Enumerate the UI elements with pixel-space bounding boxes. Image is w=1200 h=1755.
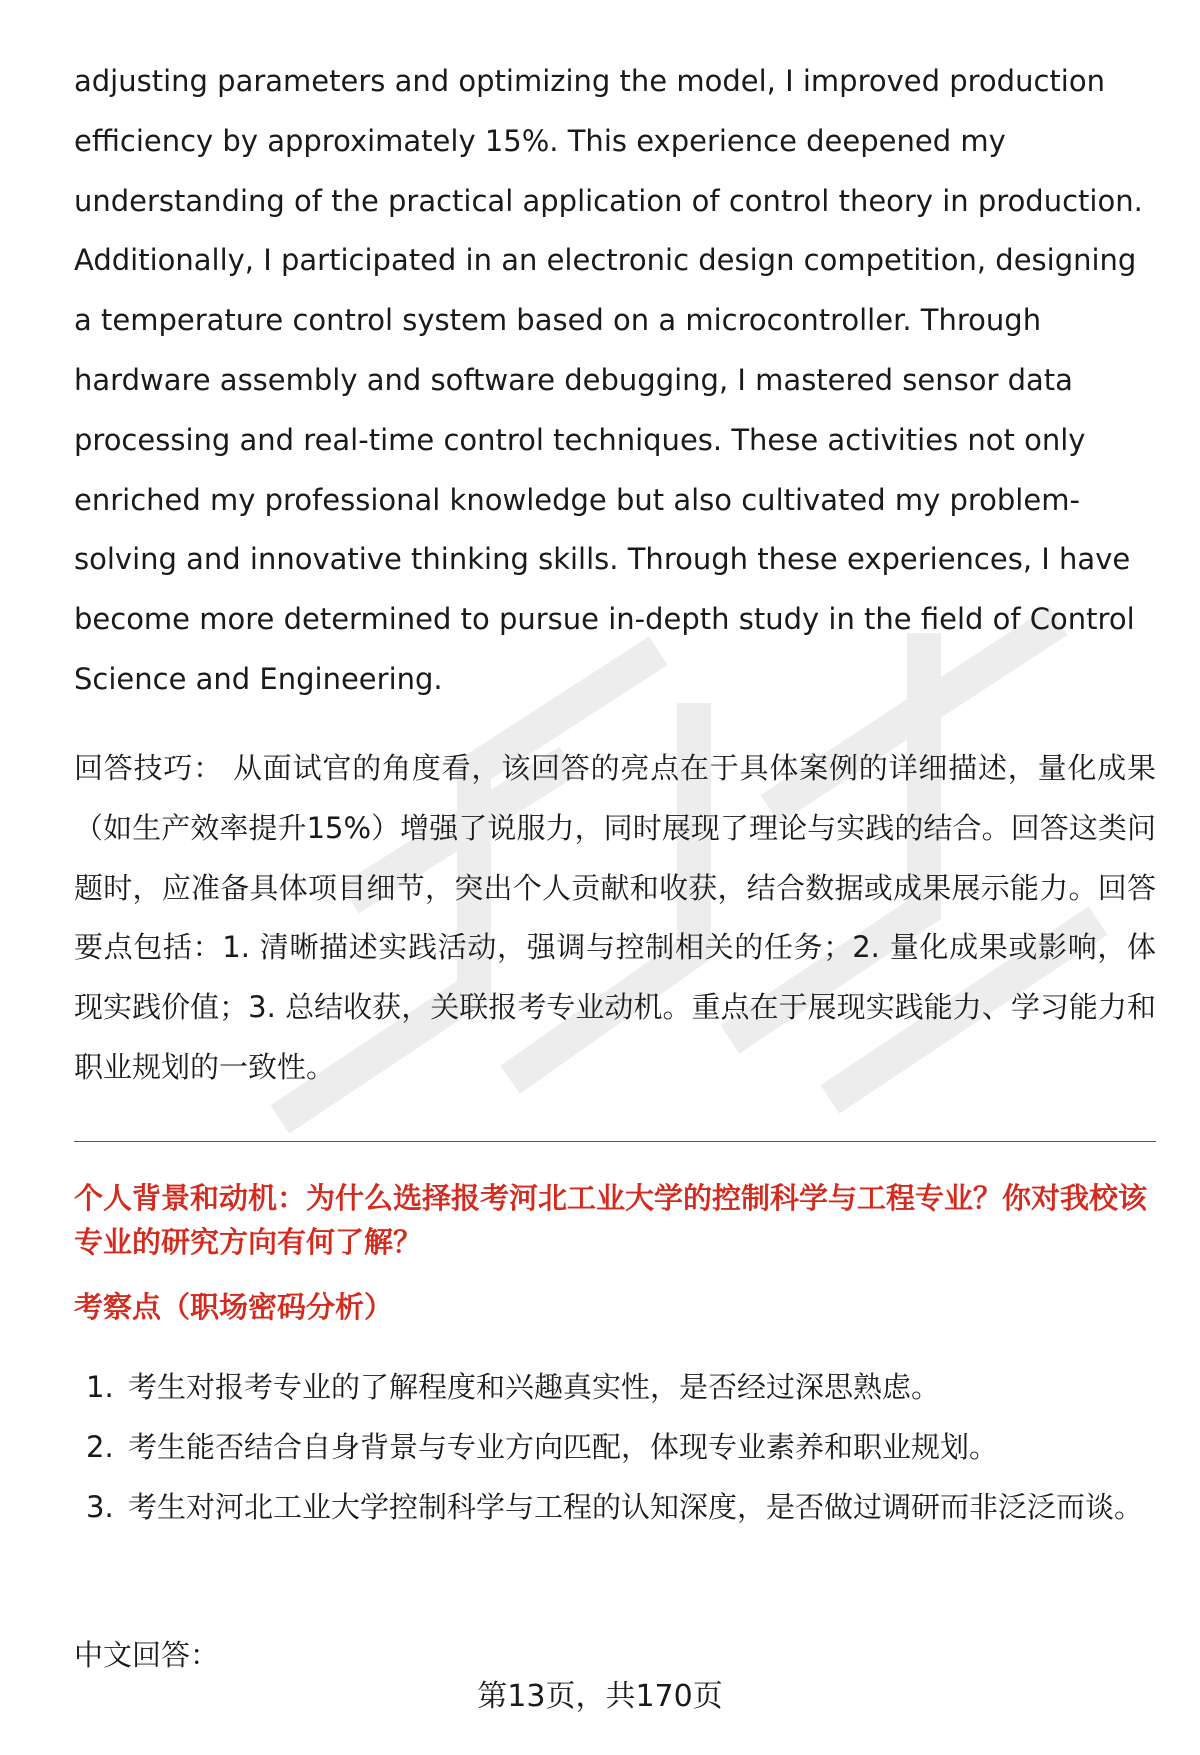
answer-paragraph-english: adjusting parameters and optimizing the model, I improved production efficiency by approximately 15%. This experience deepened my understanding of the practical application of control theory in production. Additionally, I participated in an electronic design competition, designing a temperature control system based on a microcontroller. Through hardware assembly and software debugging, I mastered sensor data processing and real-time control techniques. These activities not only enriched my professional knowledge but also cultivated my problem-solving and innovative thinking skills. Through these experiences, I have become more determined to pursue in-depth study in the field of Control Science and Engineering. <box>74 64 1143 696</box>
list-item <box>74 1418 1156 1478</box>
list-item-number: 1. <box>86 1370 114 1404</box>
answer-tip-paragraph: 回答技巧： 从面试官的角度看，该回答的亮点在于具体案例的详细描述，量化成果（如生产效率提升15%）增强了说服力，同时展现了理论与实践的结合。回答这类问题时，应准备具体项目细节，突出个人贡献和收获，结合数据或成果展示能力。回答要点包括：1. 清晰描述实践活动，强调与控制相关的任务；2. 量化成果或影响，体现实践价值；3. 总结收获，关联报考专业动机。重点在于展现实践能力、学习能力和职业规划的一致性。 <box>74 751 1156 1084</box>
list-item-text: 考生对报考专业的了解程度和兴趣真实性，是否经过深思熟虑。 <box>128 1370 941 1404</box>
list-item <box>74 1358 1156 1418</box>
document-page <box>74 0 1156 1755</box>
interview-question-heading: 个人背景和动机：为什么选择报考河北工业大学的控制科学与工程专业？你对我校该专业的研究方向有何了解？ <box>74 1181 1148 1259</box>
list-item-number: 2. <box>86 1429 114 1464</box>
list-item-text: 考生能否结合自身背景与专业方向匹配，体现专业素养和职业规划。 <box>128 1429 999 1464</box>
list-item <box>74 1478 1156 1538</box>
assessment-points-heading: 考察点（职场密码分析） <box>74 1290 394 1324</box>
section-divider <box>74 1141 1156 1142</box>
assessment-points-list <box>74 1358 1156 1537</box>
list-item-text: 考生对河北工业大学控制科学与工程的认知深度，是否做过调研而非泛泛而谈。 <box>128 1489 1144 1524</box>
page-number-footer: 第13页，共170页 <box>477 1679 723 1714</box>
list-item-number: 3. <box>86 1489 114 1524</box>
chinese-answer-label: 中文回答： <box>74 1638 220 1672</box>
